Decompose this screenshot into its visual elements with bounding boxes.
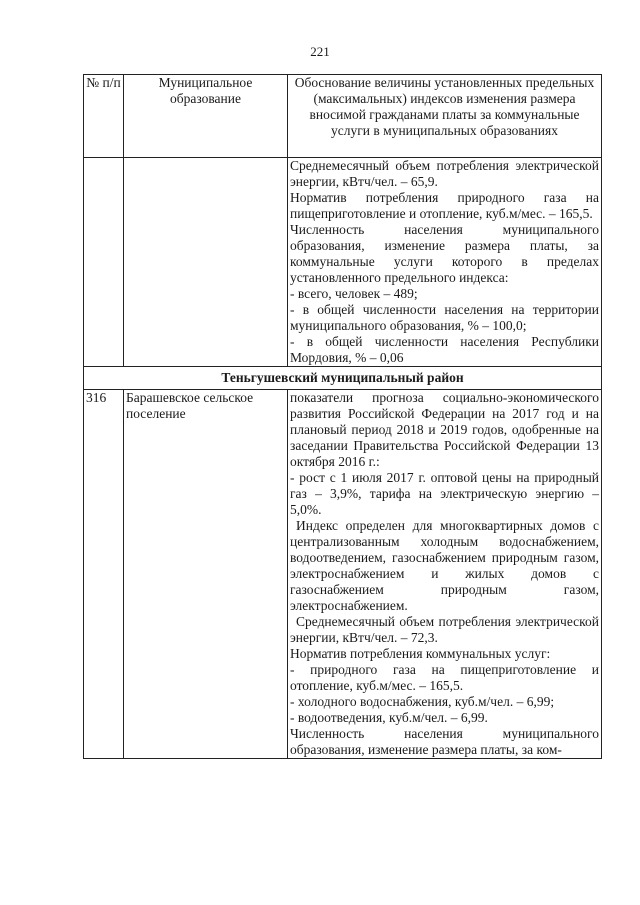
table-header-row (84, 75, 602, 158)
row-municipality: Барашевское сельское поселение (124, 390, 288, 759)
paragraph: показатели прогноза социально-экономического развития Российской Федерации на 2017 год и на плановый период 2018 и 2019 годов, одобренные на заседании Правительства Российской Федерации 13 октября 2016 г.: (290, 390, 599, 469)
continued-row (84, 158, 602, 367)
paragraph: Численность населения муниципального образования, изменение размера платы, за коммунальные услуги которого в пределах установленного предельного индекса: (290, 222, 599, 285)
header-justification: Обоснование величины установленных предельных (максимальных) индексов изменения размера вносимой гражданами платы за коммунальные услуги в муниципальных образованиях (288, 75, 602, 158)
section-title: Теньгушевский муниципальный район (84, 367, 602, 390)
paragraph: - всего, человек – 489; (290, 286, 418, 301)
paragraph: - водоотведения, куб.м/чел. – 6,99. (290, 710, 488, 725)
paragraph: Индекс определен для многоквартирных домов с централизованным холодным водоснабжением, водоотведением, газоснабжением природным газом, электроснабжением и жилых домов с газоснабжением природным газом, электроснабжением. (290, 518, 599, 613)
paragraph: Среднемесячный объем потребления электрической энергии, кВтч/чел. – 65,9. (290, 158, 599, 189)
section-row (84, 367, 602, 390)
indices-table (83, 74, 602, 759)
continued-row-municipality (124, 158, 288, 367)
paragraph: - рост с 1 июля 2017 г. оптовой цены на природный газ – 3,9%, тарифа на электрическую энергию – 5,0%. (290, 470, 599, 517)
table-row (84, 390, 602, 759)
header-municipality: Муниципальное образование (124, 75, 288, 158)
paragraph: - в общей численности населения Республики Мордовия, % – 0,06 (290, 334, 599, 365)
paragraph: Среднемесячный объем потребления электрической энергии, кВтч/чел. – 72,3. (290, 614, 599, 645)
header-number: № п/п (84, 75, 124, 158)
row-justification (288, 390, 602, 759)
paragraph: - холодного водоснабжения, куб.м/чел. – 6,99; (290, 694, 555, 709)
row-number: 316 (84, 390, 124, 759)
paragraph: - в общей численности населения на территории муниципального образования, % – 100,0; (290, 302, 599, 333)
continued-row-justification (288, 158, 602, 367)
paragraph: Численность населения муниципального образования, изменение размера платы, за ком- (290, 726, 599, 757)
paragraph: - природного газа на пищеприготовление и отопление, куб.м/мес. – 165,5. (290, 662, 599, 693)
page-number: 221 (310, 44, 330, 59)
continued-row-number (84, 158, 124, 367)
paragraph: Норматив потребления коммунальных услуг: (290, 646, 551, 661)
paragraph: Норматив потребления природного газа на пищеприготовление и отопление, куб.м/мес. – 165,5. (290, 190, 599, 221)
